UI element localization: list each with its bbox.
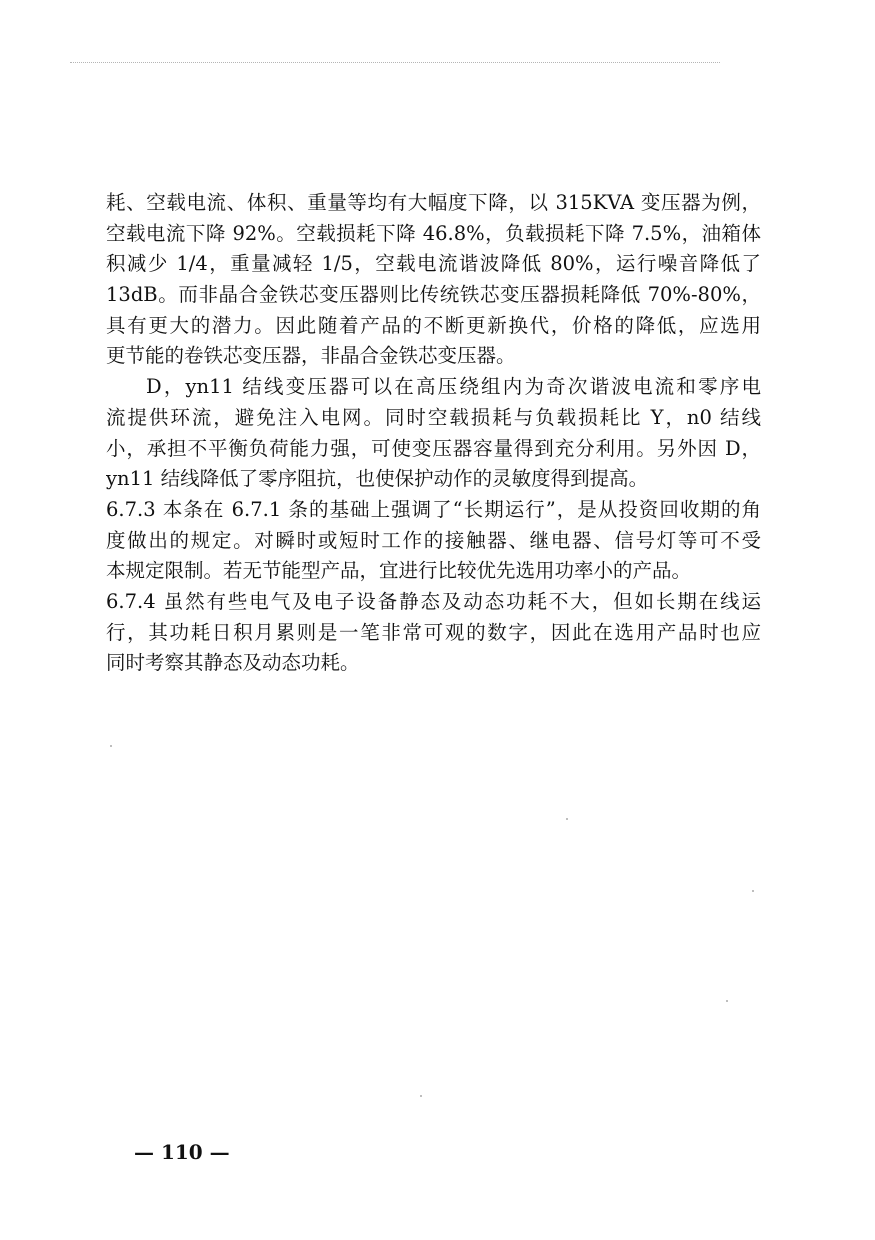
text-line: 更节能的卷铁芯变压器，非晶合金铁芯变压器。: [106, 344, 516, 368]
scan-speck: [420, 1095, 422, 1097]
text-line: 小，承担不平衡负荷能力强，可使变压器容量得到充分利用。另外因 D，: [106, 436, 761, 460]
text-line: D，yn11 结线变压器可以在高压绕组内为奇次谐波电流和零序电: [146, 375, 761, 399]
body-text: [106, 188, 761, 679]
scan-speck: [110, 745, 112, 747]
text-line: 空载电流下降 92%。空载损耗下降 46.8%，负载损耗下降 7.5%，油箱体: [106, 221, 761, 245]
scan-speck: [566, 818, 568, 820]
text-line: 13dB。而非晶合金铁芯变压器则比传统铁芯变压器损耗降低 70%-80%，: [106, 283, 761, 307]
text-line: 度做出的规定。对瞬时或短时工作的接触器、继电器、信号灯等可不受: [106, 528, 761, 552]
text-line: 本规定限制。若无节能型产品，宜进行比较优先选用功率小的产品。: [106, 559, 692, 583]
text-line: 6.7.3 本条在 6.7.1 条的基础上强调了“长期运行”，是从投资回收期的角: [106, 497, 761, 521]
scan-speck: [726, 1000, 728, 1002]
scan-speck: [752, 890, 754, 892]
text-line: 6.7.4 虽然有些电气及电子设备静态及动态功耗不大，但如长期在线运: [106, 589, 761, 613]
text-line: yn11 结线降低了零序阻抗，也使保护动作的灵敏度得到提高。: [106, 467, 649, 491]
page-number: — 110 —: [134, 1140, 230, 1164]
text-line: 耗、空载电流、体积、重量等均有大幅度下降，以 315KVA 变压器为例，: [106, 191, 761, 214]
text-line: 具有更大的潜力。因此随着产品的不断更新换代，价格的降低，应选用: [106, 313, 761, 337]
text-line: 积减少 1/4，重量减轻 1/5，空载电流谐波降低 80%，运行噪音降低了: [106, 252, 761, 276]
text-line: 同时考察其静态及动态功耗。: [106, 651, 360, 675]
header-rule: [70, 62, 720, 63]
text-line: 行，其功耗日积月累则是一笔非常可观的数字，因此在选用产品时也应: [106, 620, 761, 644]
text-line: 流提供环流，避免注入电网。同时空载损耗与负载损耗比 Y，n0 结线: [106, 405, 761, 429]
